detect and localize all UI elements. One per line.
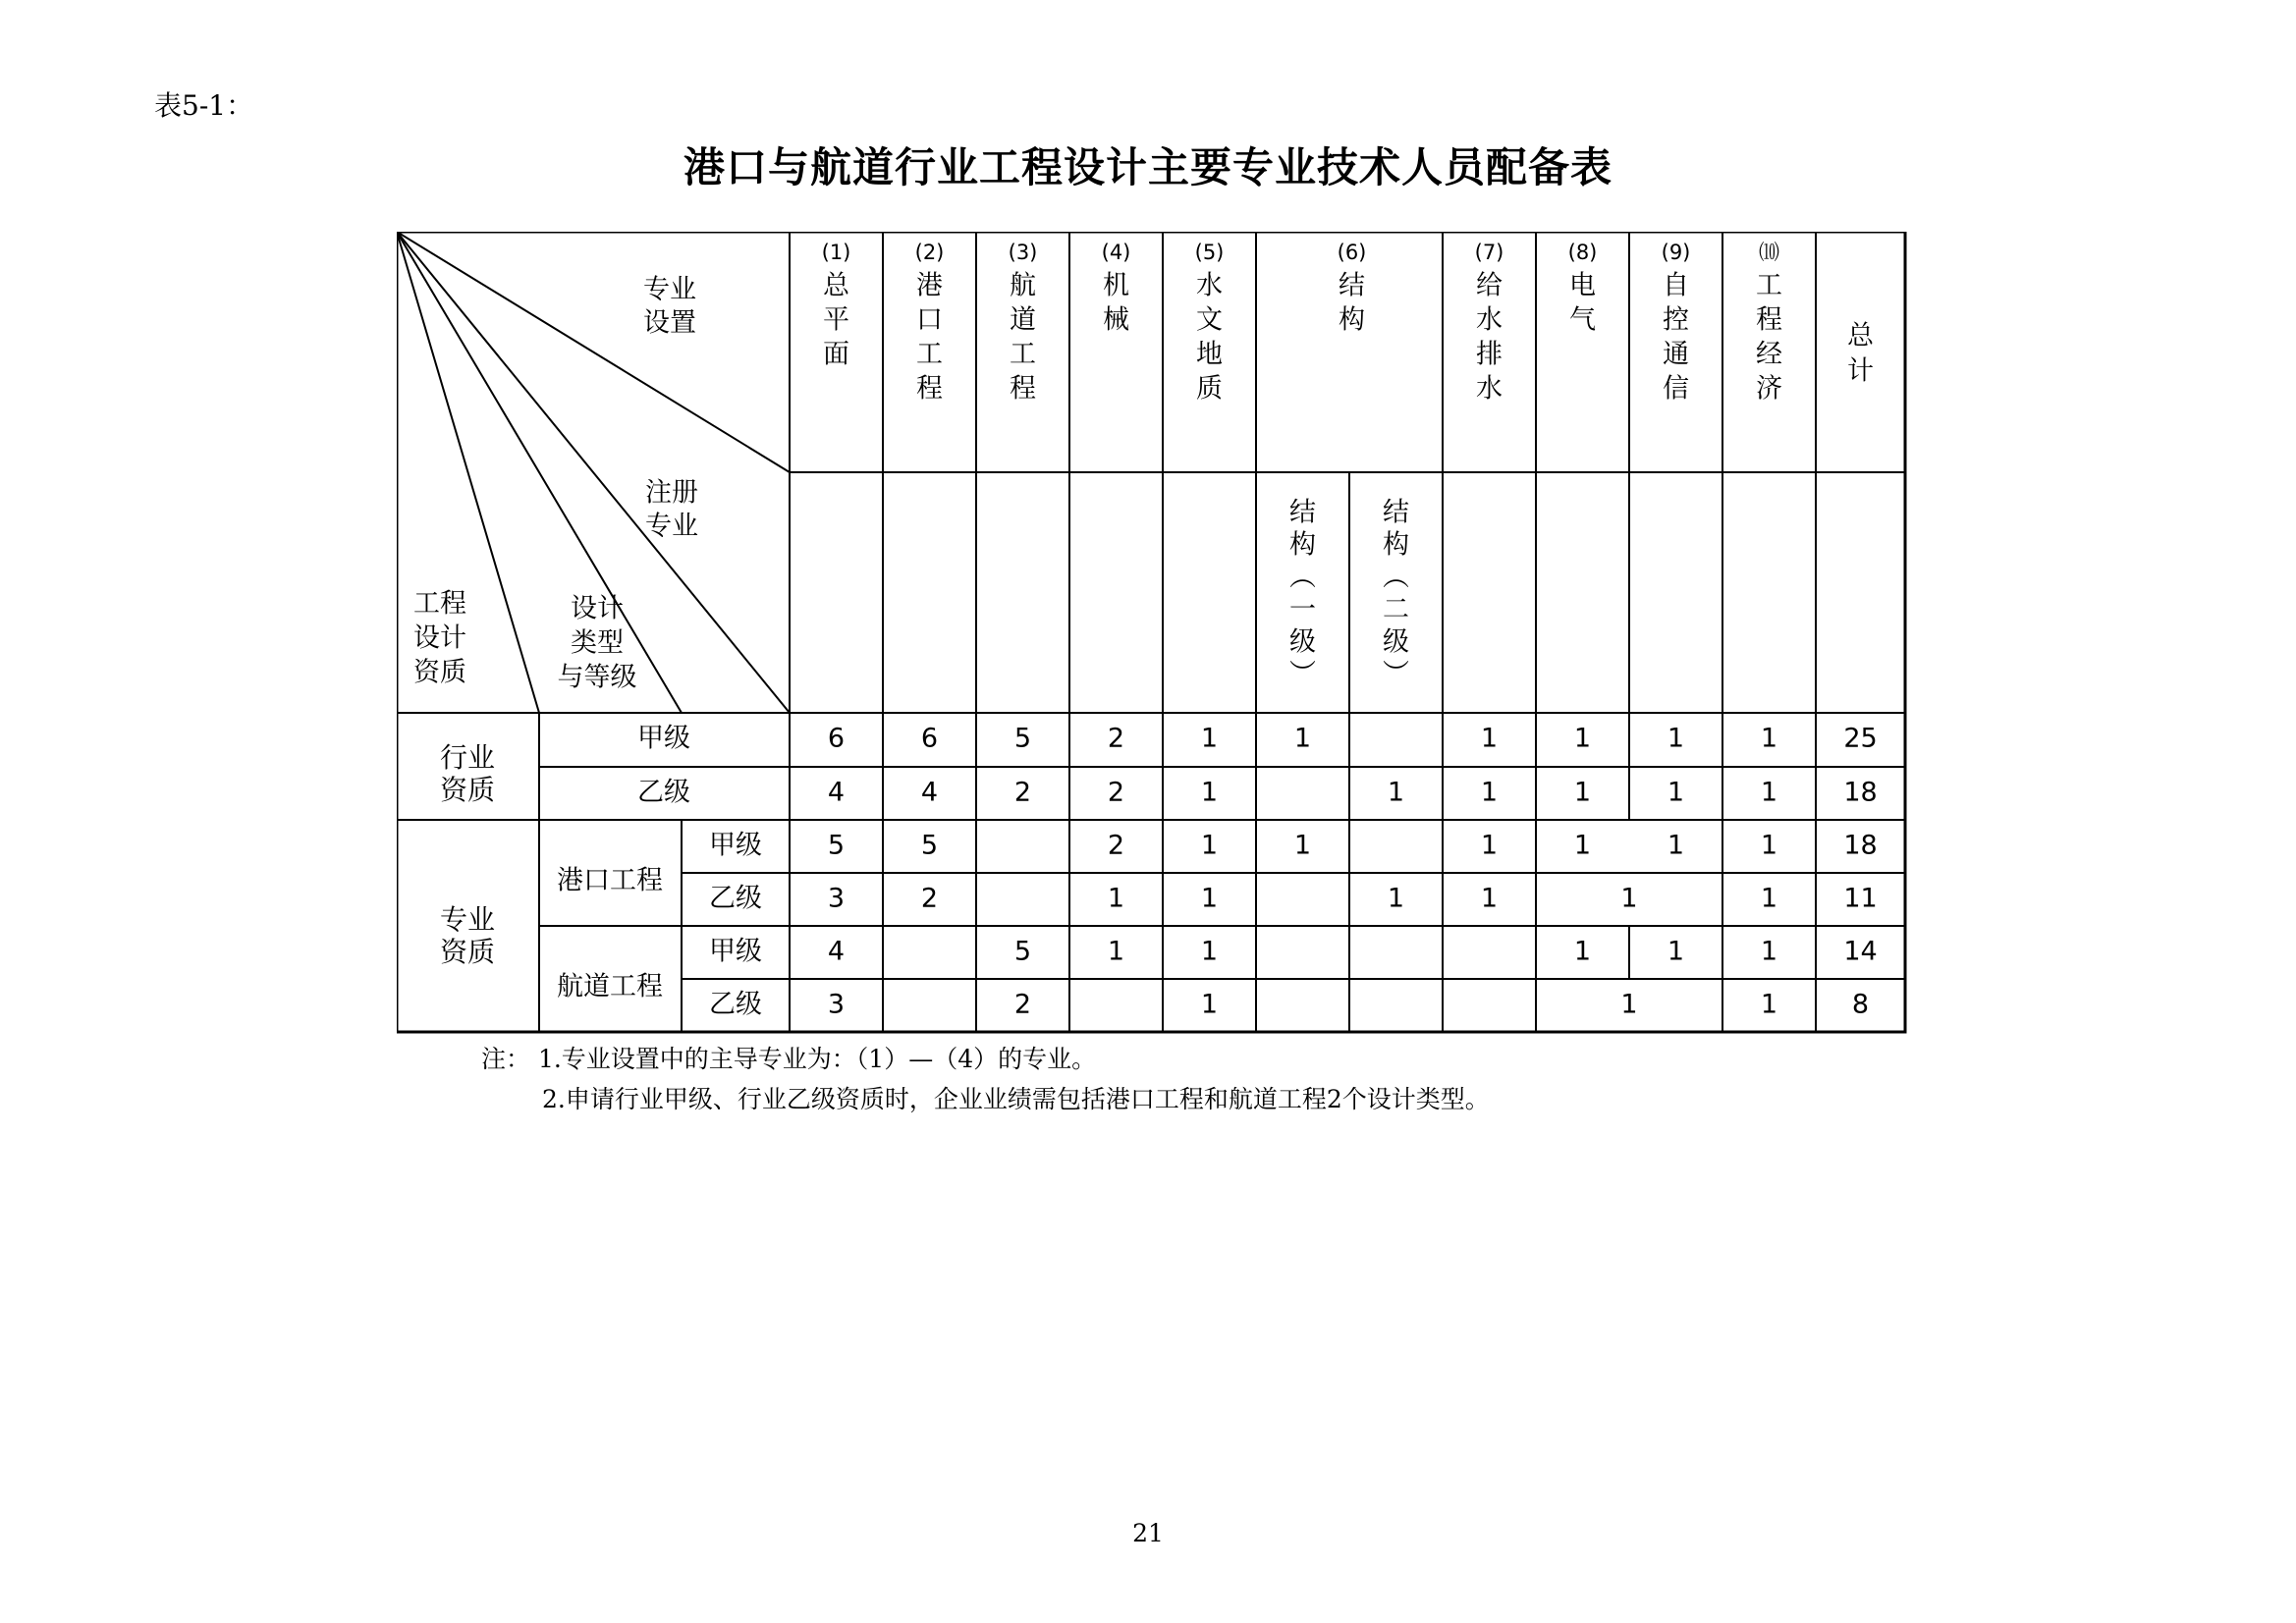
table-cell-value: 2 [1013, 989, 1032, 1020]
column-header-char: 工 [1756, 270, 1782, 301]
table-cell-value: 1 [1200, 777, 1219, 808]
note-2: 2.申请行业甲级、行业乙级资质时，企业业绩需包括港口工程和航道工程2个设计类型。 [542, 1085, 1490, 1113]
column-number: (2) [914, 241, 945, 264]
column-number: (7) [1474, 241, 1504, 264]
row-label: 乙级 [709, 989, 762, 1020]
table-cell-value: 6 [827, 723, 846, 754]
column-header-char: 电 [1569, 270, 1596, 301]
row-label: 甲级 [709, 936, 762, 967]
column-number: (4) [1101, 241, 1131, 264]
table-cell-value: 1 [1760, 883, 1778, 914]
column-header-char: 给 [1476, 270, 1503, 301]
table-cell-value: 4 [827, 936, 846, 967]
column-header-char: 构 [1339, 304, 1365, 336]
document-title: 港口与航道行业工程设计主要专业技术人员配备表 [683, 143, 1613, 191]
table-cell-value: 25 [1843, 723, 1878, 754]
column-header-char: 地 [1196, 339, 1223, 370]
table-cell-value: 1 [1667, 777, 1685, 808]
corner-label-gongcheng-zizhi: 设计 [413, 622, 466, 654]
column-number: (6) [1337, 241, 1367, 264]
column-header-char: 道 [1010, 304, 1036, 336]
table-cell-value: 1 [1293, 723, 1312, 754]
group-label-hangye: 行业 [439, 741, 496, 774]
table-cell-value: 5 [1013, 936, 1032, 967]
column-header-char: 平 [823, 304, 849, 336]
column-header-char: 程 [1010, 373, 1036, 405]
column-header-char: 通 [1663, 339, 1689, 370]
table-cell-value: 2 [1107, 830, 1125, 861]
column-header-char: 经 [1756, 339, 1782, 370]
table-cell-value: 1 [1573, 723, 1592, 754]
sub-column-header-char: 构 [1383, 529, 1409, 561]
column-header-char: 质 [1196, 373, 1223, 405]
column-header-char: 排 [1476, 339, 1503, 370]
table-cell-value: 2 [1107, 723, 1125, 754]
table-cell-value: 1 [1760, 830, 1778, 861]
sub-column-header-char: ︵ [1383, 562, 1409, 593]
column-header-char: 工 [916, 339, 943, 370]
table-cell-value: 1 [1387, 777, 1405, 808]
table-cell-value: 8 [1851, 989, 1870, 1020]
table-cell-value: 1 [1480, 777, 1499, 808]
column-header-char: 程 [1756, 304, 1782, 336]
sub-column-header-char: 构 [1289, 529, 1316, 561]
column-header-char: 计 [1847, 355, 1874, 387]
table-cell-value: 1 [1293, 830, 1312, 861]
table-notes [481, 1039, 1490, 1119]
sub-column-header-char: 结 [1289, 497, 1316, 528]
column-header-char: 控 [1663, 304, 1689, 336]
note-1: 注： 1.专业设置中的主导专业为：（1）—（4）的专业。 [481, 1045, 1097, 1073]
group-label-hangdao: 航道工程 [557, 971, 663, 1002]
table-cell-value: 2 [1107, 777, 1125, 808]
group-label-hangye: 资质 [439, 774, 496, 806]
table-cell-value: 5 [1013, 723, 1032, 754]
table-cell-value: 1 [1760, 936, 1778, 967]
row-label: 乙级 [637, 777, 690, 808]
column-number: (9) [1661, 241, 1691, 264]
column-header-char: 航 [1010, 270, 1036, 301]
column-number: ⑽ [1759, 241, 1779, 264]
table-cell-value: 11 [1843, 883, 1878, 914]
group-label-gangkou: 港口工程 [557, 865, 663, 896]
table-cell-value: 4 [827, 777, 846, 808]
column-header-char: 工 [1010, 339, 1036, 370]
table-cell-value: 3 [827, 989, 846, 1020]
table-cell-value: 2 [1013, 777, 1032, 808]
column-header-char: 械 [1103, 304, 1129, 336]
sub-column-header-char: 二 [1383, 594, 1409, 625]
column-number: (5) [1194, 241, 1225, 264]
table-cell-value: 1 [1200, 883, 1219, 914]
sub-column-header-char: 结 [1383, 497, 1409, 528]
corner-label-sheji-leixing: 设计 [571, 593, 624, 624]
column-header-char: 机 [1103, 270, 1129, 301]
table-cell-value: 2 [920, 883, 939, 914]
corner-label-zhuanye-shezhi: 设置 [643, 307, 696, 339]
table-cell-value: 1 [1200, 830, 1219, 861]
column-header-char: 水 [1196, 270, 1223, 301]
table-cell-value: 14 [1843, 936, 1878, 967]
sub-column-header-char: 级 [1289, 626, 1316, 658]
table-cell-value: 1 [1480, 883, 1499, 914]
table-cell-value: 1 [1200, 723, 1219, 754]
table-cell-value: 1 [1387, 883, 1405, 914]
column-header-char: 结 [1339, 270, 1365, 301]
table-cell-value: 6 [920, 723, 939, 754]
table-cell-value: 1 [1573, 777, 1592, 808]
table-cell-value: 1 [1620, 989, 1638, 1020]
corner-label-zhuce-zhuanye: 专业 [645, 511, 698, 542]
table-cell-value: 1 [1573, 830, 1592, 861]
column-header-char: 总 [823, 270, 849, 301]
table-cell-value: 18 [1843, 830, 1878, 861]
column-header-char: 信 [1663, 373, 1689, 405]
table-cell-value: 1 [1760, 723, 1778, 754]
sub-column-header-char: 级 [1383, 626, 1409, 658]
table-cell-value: 1 [1667, 830, 1685, 861]
table-cell-value: 5 [920, 830, 939, 861]
group-label-zhuanye: 专业 [439, 903, 496, 936]
table-cell-value: 1 [1107, 883, 1125, 914]
table-cell-value: 1 [1200, 936, 1219, 967]
column-header-char: 济 [1756, 373, 1782, 405]
table-cell-value: 1 [1667, 723, 1685, 754]
column-header-char: 面 [823, 339, 849, 370]
corner-label-sheji-leixing: 与等级 [557, 662, 637, 693]
table-cell-value: 1 [1620, 883, 1638, 914]
column-header-char: 气 [1569, 304, 1596, 336]
column-header-char: 文 [1196, 304, 1223, 336]
table-cell-value: 1 [1107, 936, 1125, 967]
group-label-zhuanye: 资质 [439, 936, 496, 968]
corner-label-sheji-leixing: 类型 [571, 627, 624, 659]
table-cell-value: 1 [1480, 830, 1499, 861]
table-cell-value: 1 [1760, 989, 1778, 1020]
row-label: 甲级 [637, 723, 690, 754]
column-number: (1) [821, 241, 851, 264]
corner-label-zhuce-zhuanye: 注册 [645, 477, 698, 509]
row-label: 乙级 [709, 883, 762, 914]
sub-column-header-char: ︶ [1383, 659, 1409, 690]
table-cell-value: 4 [920, 777, 939, 808]
column-header-char: 总 [1847, 320, 1874, 352]
column-header-char: 自 [1663, 270, 1689, 301]
table-cell-value: 1 [1667, 936, 1685, 967]
corner-label-gongcheng-zizhi: 工程 [413, 588, 466, 620]
table-cell-value: 1 [1760, 777, 1778, 808]
table-caption: 表5-1： [154, 89, 254, 122]
column-header-char: 口 [916, 304, 943, 336]
corner-label-gongcheng-zizhi: 资质 [413, 657, 466, 688]
page-number: 21 [1132, 1519, 1164, 1547]
column-number: (3) [1008, 241, 1038, 264]
row-label: 甲级 [709, 830, 762, 861]
sub-column-header-char: ︶ [1289, 659, 1316, 690]
table-cell-value: 1 [1573, 936, 1592, 967]
sub-column-header-char: 一 [1289, 594, 1316, 625]
table-cell-value: 1 [1200, 989, 1219, 1020]
column-header-char: 港 [916, 270, 943, 301]
table-cell-value: 5 [827, 830, 846, 861]
sub-column-header-char: ︵ [1289, 562, 1316, 593]
column-number: (8) [1567, 241, 1598, 264]
column-header-char: 水 [1476, 304, 1503, 336]
column-header-char: 水 [1476, 373, 1503, 405]
table-cell-value: 18 [1843, 777, 1878, 808]
staffing-table [397, 232, 1909, 1041]
table-cell-value: 3 [827, 883, 846, 914]
corner-label-zhuanye-shezhi: 专业 [643, 274, 696, 305]
table-cell-value: 1 [1480, 723, 1499, 754]
column-header-char: 程 [916, 373, 943, 405]
